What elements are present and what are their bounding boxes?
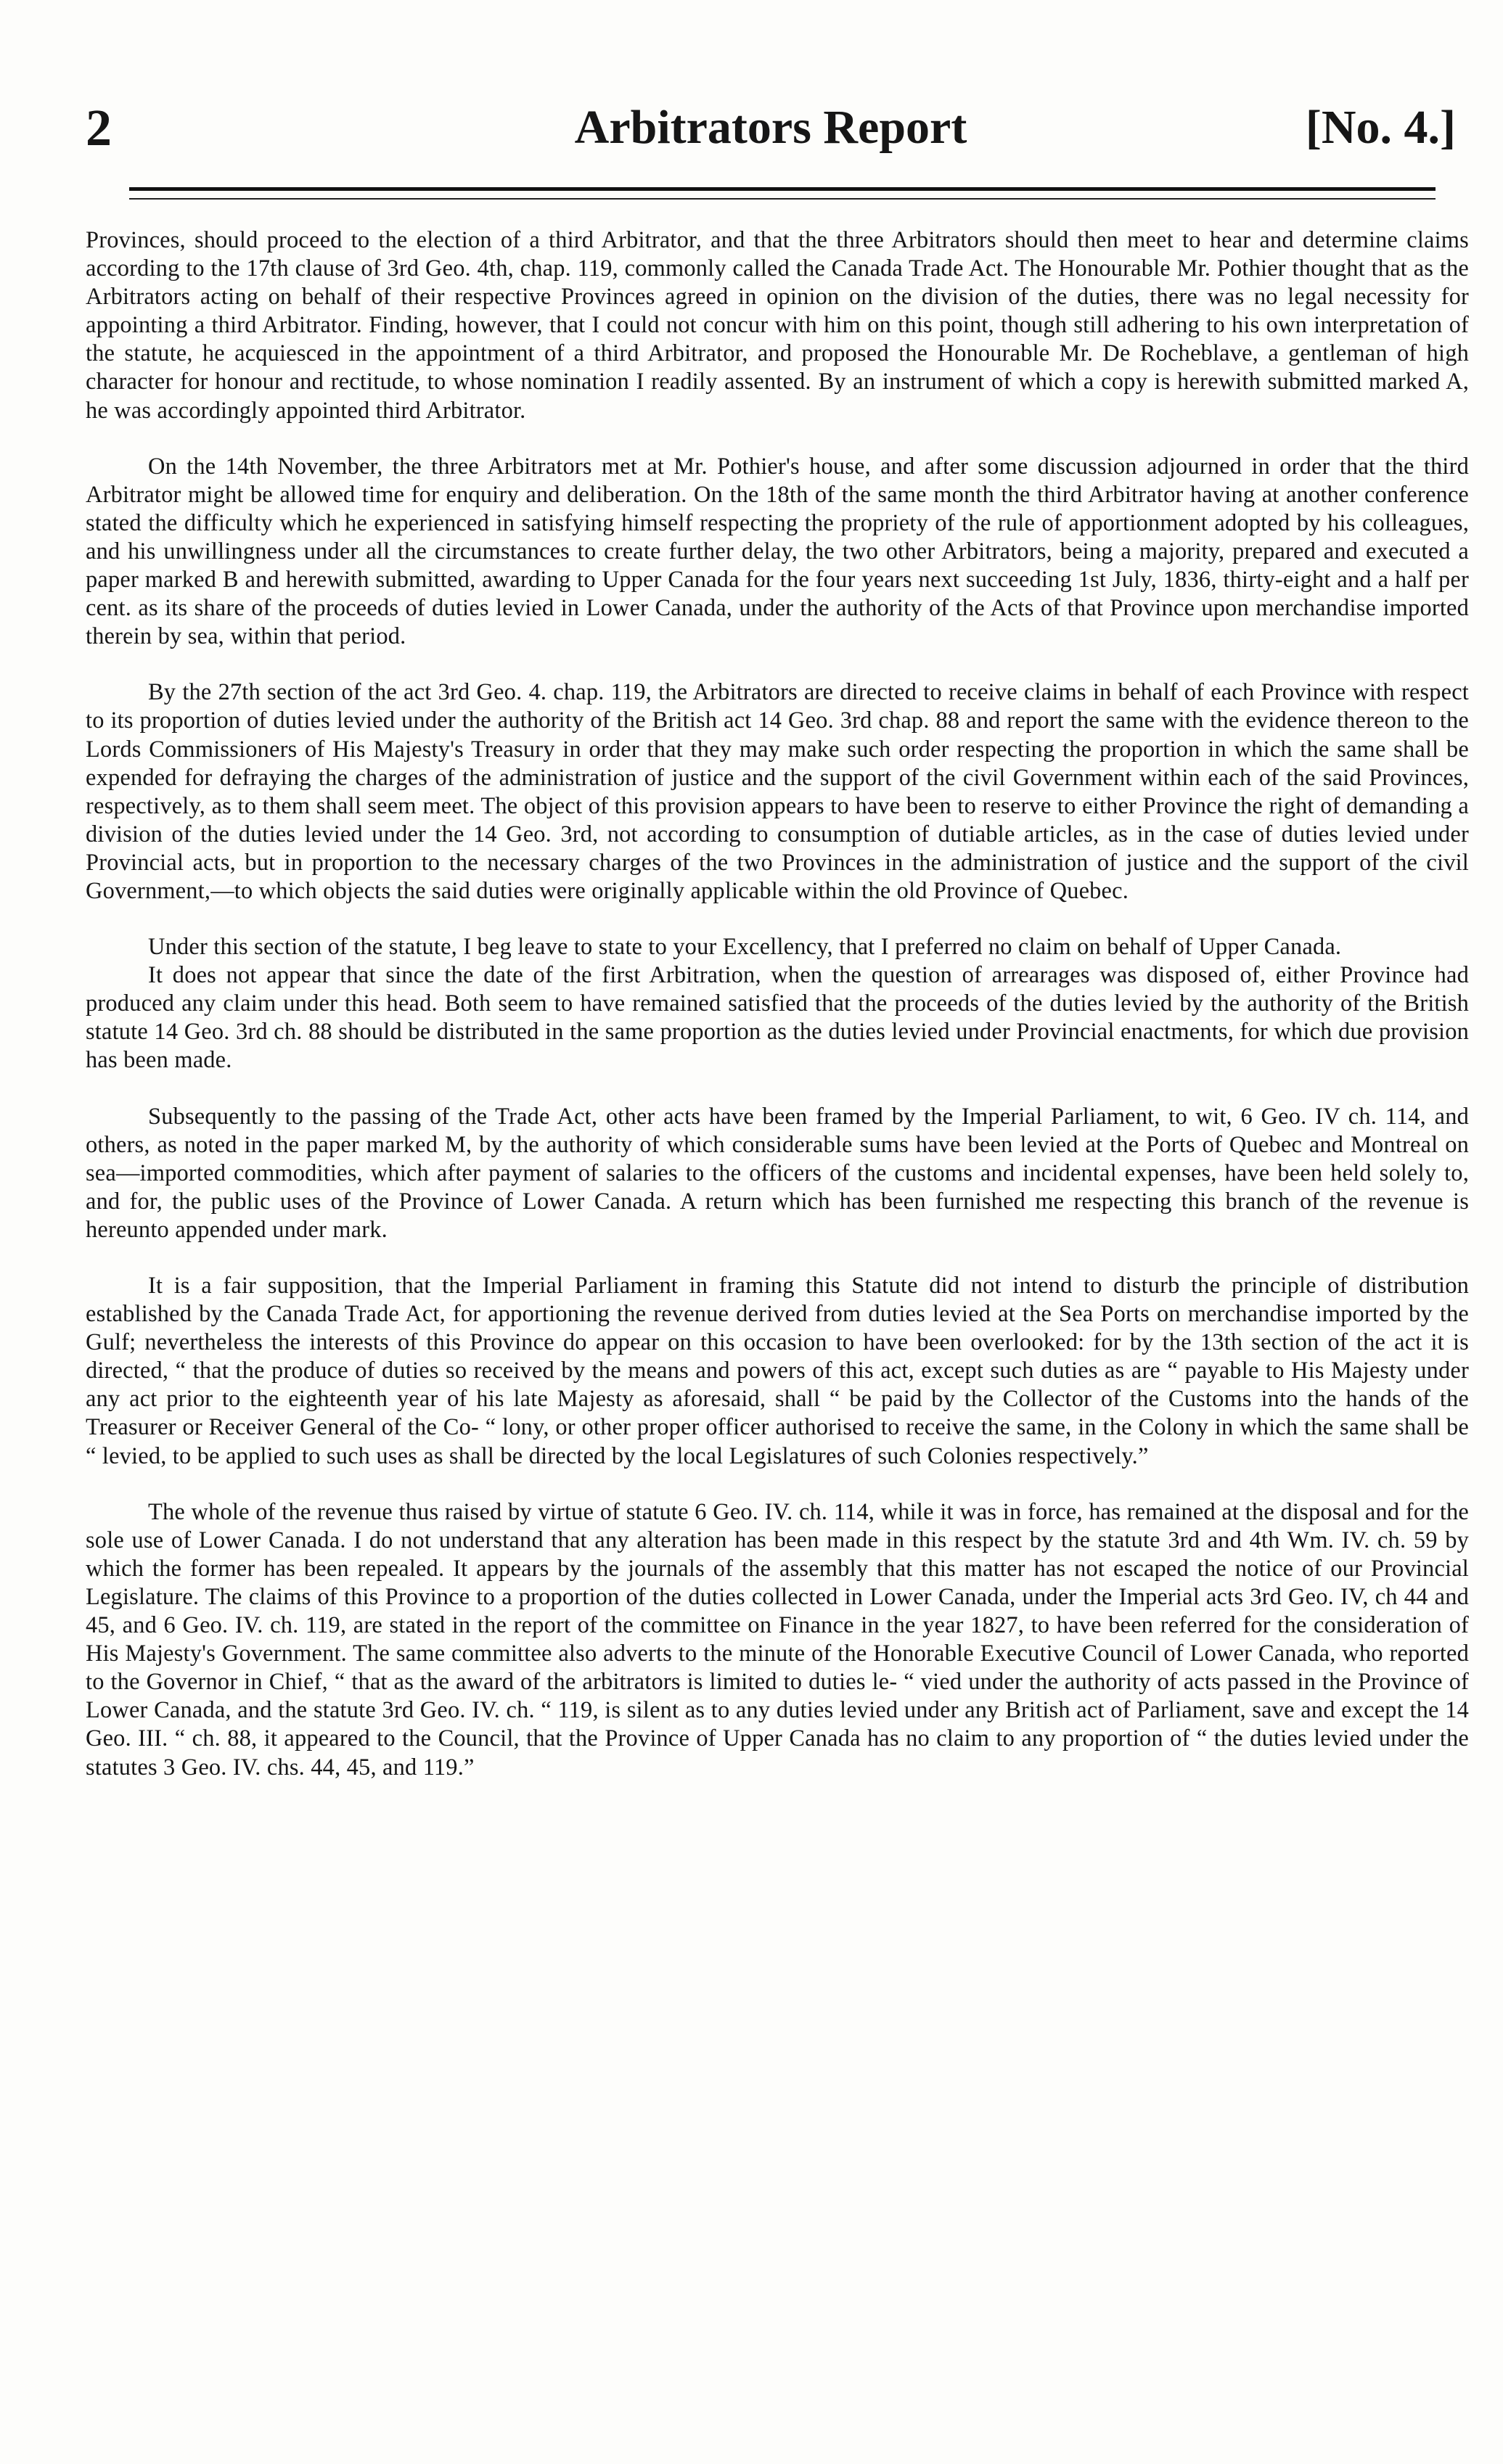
body-text bbox=[86, 226, 1469, 1810]
paragraph-first-arbitration: It does not appear that since the date of the first Arbitration, when the question of arrearages was disposed of, either Province had produced any claim under this head. Both seem to have remained satisfied that the proceeds of the duties levied by the authority of the British statute 14 Geo. 3rd ch. 88 should be distributed in the same proportion as the duties levied under Provincial enactments, for which due provision has been made. bbox=[86, 962, 1469, 1074]
paragraph-revenue-raised: The whole of the revenue thus raised by virtue of statute 6 Geo. IV. ch. 114, while it was in force, has remained at the disposal and for the sole use of Lower Canada. I do not understand that any alteration has been made in this respect by the statute 3rd and 4th Wm. IV. ch. 59 by which the former has been repealed. It appears by the journals of the assembly that this matter has not escaped the notice of our Provincial Legislature. The claims of this Province to a proportion of the duties collected in Lower Canada, under the Imperial acts 3rd Geo. IV, ch 44 and 45, and 6 Geo. IV. ch. 119, are stated in the report of the committee on Finance in the year 1827, to have been referred for the consideration of His Majesty's Government. The same committee also adverts to the minute of the Honorable Executive Council of Lower Canada, who reported to the Governor in Chief, “ that as the award of the arbitrators is limited to duties le- “ vied under the authority of acts passed in the Province of Lower Canada, and the statute 3rd Geo. IV. ch. “ 119, is silent as to any duties levied under any British act of Parliament, save and except the 14 Geo. III. “ ch. 88, it appeared to the Council, that the Province of Upper Canada has no claim to any proportion of “ the duties levied under the statutes 3 Geo. IV. chs. 44, 45, and 119.” bbox=[86, 1498, 1469, 1781]
paragraph-subsequent-acts: Subsequently to the passing of the Trade Act, other acts have been framed by the Imperial Parliament, to wit, 6 Geo. IV ch. 114, and others, as noted in the paper marked M, by the authority of which considerable sums have been levied at the Ports of Quebec and Montreal on sea—imported commodities, which after payment of salaries to the officers of the customs and incidental expenses, have been held solely to, and for, the public uses of the Province of Lower Canada. A return which has been furnished me respecting this branch of the revenue is hereunto appended under mark. bbox=[86, 1103, 1469, 1243]
header-rule-thick bbox=[129, 187, 1436, 191]
paragraph-27th-section: By the 27th section of the act 3rd Geo. 4. chap. 119, the Arbitrators are directed to receive claims in behalf of each Province with respect to its proportion of duties levied under the authority of the British act 14 Geo. 3rd chap. 88 and report the same with the evidence thereon to the Lords Commissioners of His Majesty's Treasury in order that they may make such order respecting the proportion in which the same shall be expended for defraying the charges of the administration of justice and the support of the civil Government within each of the said Provinces, respectively, as to them shall seem meet. The object of this provision appears to have been to reserve to either Province the right of demanding a division of the duties levied under the 14 Geo. 3rd, not according to consumption of dutiable articles, as in the case of duties levied under Provincial acts, but in proportion to the necessary charges of the two Provinces in the administration of justice and the support of the civil Government,—to which objects the said duties were originally applicable within the old Province of Quebec. bbox=[86, 679, 1469, 904]
paragraph-provinces-election: Provinces, should proceed to the election of a third Arbitrator, and that the three Arbitrators should then meet to hear and determine claims according to the 17th clause of 3rd Geo. 4th, chap. 119, commonly called the Canada Trade Act. The Honourable Mr. Pothier thought that as the Arbitrators acting on behalf of their respective Provinces agreed in opinion on the division of the duties, there was no legal necessity for appointing a third Arbitrator. Finding, however, that I could not concur with him on this point, though still adhering to his own interpretation of the statute, he acquiesced in the appointment of a third Arbitrator, and proposed the Honourable Mr. De Rocheblave, a gentleman of high character for honour and rectitude, to whose nomination I readily assented. By an instrument of which a copy is herewith submitted marked A, he was accordingly appointed third Arbitrator. bbox=[86, 227, 1469, 424]
header-rule-thin bbox=[129, 198, 1436, 200]
paragraph-no-claim: Under this section of the statute, I beg leave to state to your Excellency, that I preferred no claim on behalf of Upper Canada. bbox=[148, 934, 1342, 961]
paragraph-november-meeting: On the 14th November, the three Arbitrators met at Mr. Pothier's house, and after some discussion adjourned in order that the third Arbitrator might be allowed time for enquiry and deliberation. On the 18th of the same month the third Arbitrator having at another conference stated the difficulty which he experienced in satisfying himself respecting the propriety of the rule of apportionment adopted by his colleagues, and his unwillingness under all the circumstances to create further delay, the two other Arbitrators, being a majority, prepared and executed a paper marked B and herewith submitted, awarding to Upper Canada for the four years next succeeding 1st July, 1836, thirty-eight and a half per cent. as its share of the proceeds of duties levied in Lower Canada, under the authority of the Acts of that Province upon merchandise imported therein by sea, within that period. bbox=[86, 453, 1469, 650]
page-number: 2 bbox=[86, 99, 112, 157]
running-title: Arbitrators Report bbox=[574, 101, 967, 154]
page-header bbox=[86, 93, 1456, 163]
paragraph-fair-supposition: It is a fair supposition, that the Imperial Parliament in framing this Statute did not intend to disturb the principle of distribution established by the Canada Trade Act, for apportioning the revenue derived from duties levied at the Sea Ports on merchandise imported by the Gulf; nevertheless the interests of this Province do appear on this occasion to have been overlooked: for by the 13th section of the act it is directed, “ that the produce of duties so received by the means and powers of this act, except such duties as are “ payable to His Majesty under any act prior to the eighteenth year of his late Majesty as aforesaid, shall “ be paid by the Collector of the Customs into the hands of the Treasurer or Receiver General of the Co- “ lony, or other proper officer authorised to receive the same, in the Colony in which the same shall be “ levied, to be applied to such uses as shall be directed by the local Legislatures of such Colonies respectively.” bbox=[86, 1273, 1469, 1469]
document-number: [No. 4.] bbox=[1305, 101, 1456, 154]
